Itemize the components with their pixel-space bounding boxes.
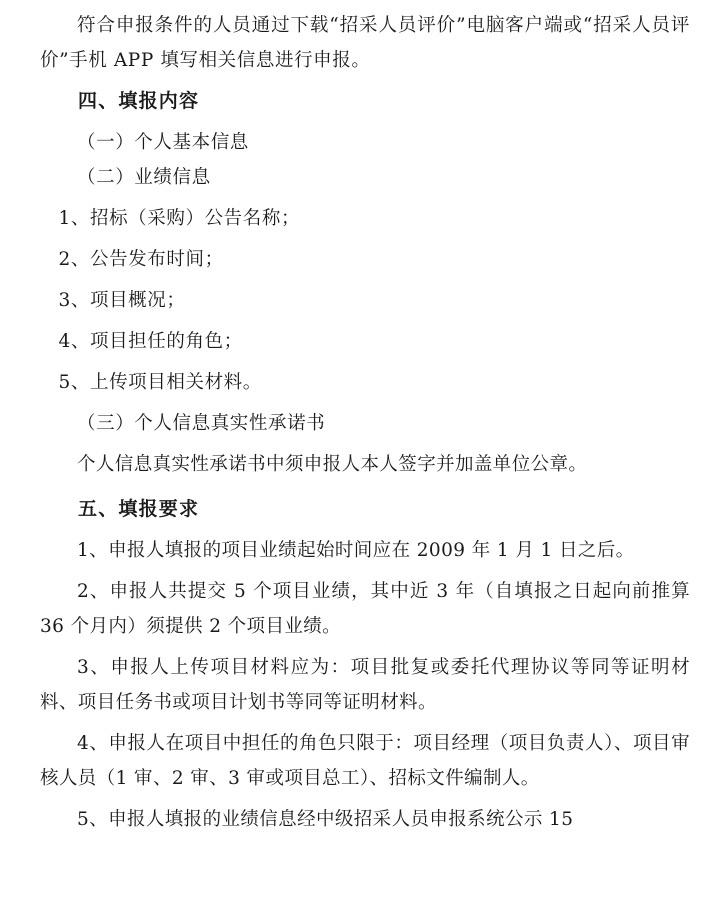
section-four-sub-item-1: （一）个人基本信息 (77, 132, 249, 153)
section-four-heading: 四、填报内容 (78, 90, 200, 112)
section-five-item-1: 1、申报人填报的项目业绩起始时间应在 2009 年 1 月 1 日之后。 (77, 540, 635, 561)
section-four-item-2: 2、公告发布时间； (58, 249, 224, 270)
spacer (40, 482, 690, 492)
section-four-item-1: 1、招标（采购）公告名称； (58, 208, 301, 229)
section-four-sub-item-2: （二）业绩信息 (77, 167, 211, 188)
section-five-item-2: 2、申报人共提交 5 个项目业绩，其中近 3 年（自填报之日起向前推算 36 个月内）须提供 2 个项目业绩。 (40, 581, 690, 637)
opening-paragraph: 符合申报条件的人员通过下载“招采人员评价”电脑客户端或“招采人员评价”手机 APP 填写相关信息进行申报。 (40, 15, 690, 71)
section-five-item-5: 5、申报人填报的业绩信息经中级招采人员申报系统公示 15 (77, 809, 574, 830)
section-five-heading: 五、填报要求 (78, 498, 200, 520)
section-four-item-5: 5、上传项目相关材料。 (58, 372, 262, 393)
section-five-item-4: 4、申报人在项目中担任的角色只限于：项目经理（项目负责人）、项目审核人员（1 审、2 审、3 审或项目总工）、招标文件编制人。 (40, 733, 690, 789)
section-four-item-3: 3、项目概况； (58, 290, 186, 311)
section-four-sub-item-3: （三）个人信息真实性承诺书 (77, 413, 326, 434)
section-five-item-3: 3、申报人上传项目材料应为：项目批复或委托代理协议等同等证明材料、项目任务书或项目计划书等同等证明材料。 (40, 657, 690, 713)
section-four-closing-paragraph: 个人信息真实性承诺书中须申报人本人签字并加盖单位公章。 (77, 454, 588, 475)
section-four-item-4: 4、项目担任的角色； (58, 331, 243, 352)
